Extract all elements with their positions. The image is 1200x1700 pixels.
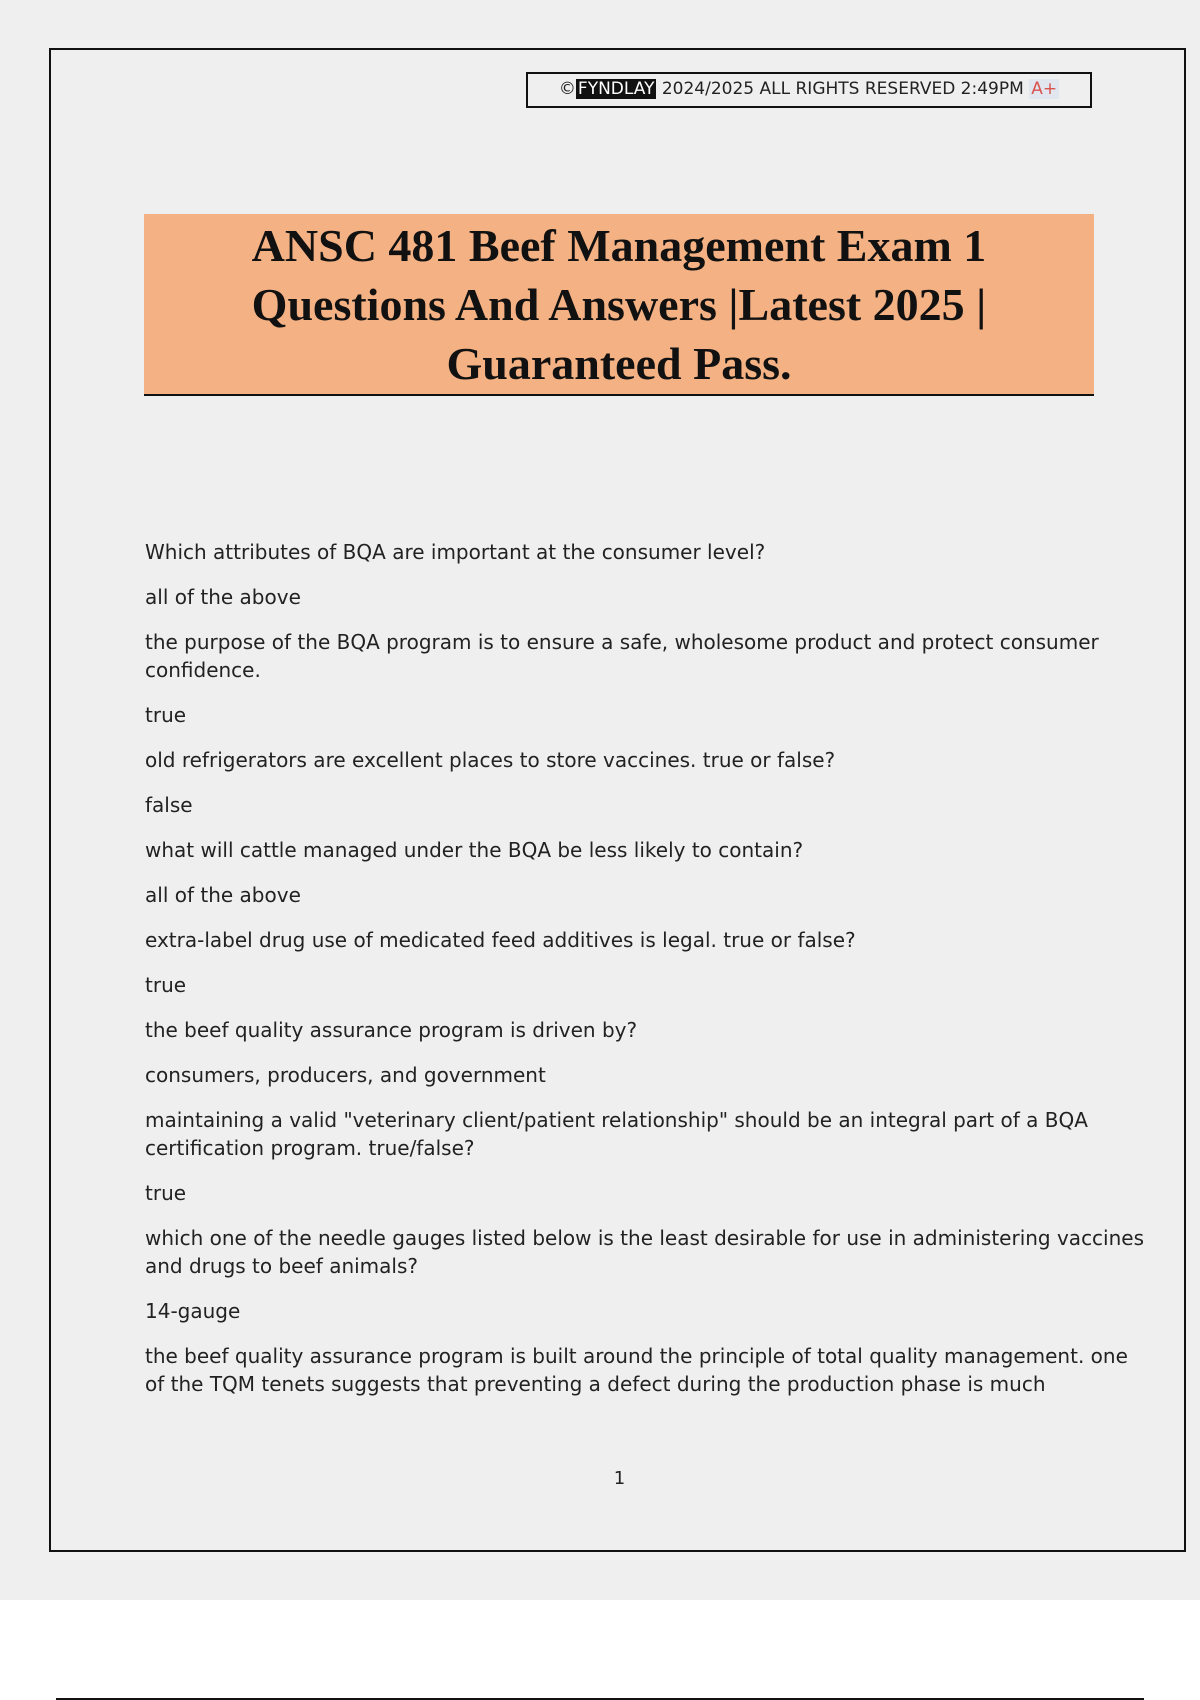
page-number: 1 [613,1468,626,1489]
copyright-text: 2024/2025 ALL RIGHTS RESERVED 2:49PM [656,79,1030,99]
question: extra-label drug use of medicated feed additives is legal. true or false? [145,928,856,952]
answer: true [145,1181,187,1205]
copyright-symbol: © [558,79,576,99]
brand-name: FYNDLAY [577,79,655,99]
qa-list [145,538,1145,1415]
question: maintaining a valid "veterinary client/patient relationship" should be an integral part of a BQA certification program. true/false? [145,1108,1088,1160]
answer: consumers, producers, and government [145,1063,546,1087]
question: the beef quality assurance program is built around the principle of total quality management. one of the TQM tenets suggests that preventing a defect during the production phase is much [145,1344,1128,1396]
question: what will cattle managed under the BQA be less likely to contain? [145,838,804,862]
grade-badge: A+ [1031,79,1058,99]
answer: true [145,973,187,997]
document-page [49,48,1186,1552]
question: old refrigerators are excellent places to store vaccines. true or false? [145,748,836,772]
copyright-header [526,72,1092,108]
answer: all of the above [145,585,301,609]
title-line-3: Guaranteed Pass. [446,338,792,389]
answer: true [145,703,187,727]
question: the beef quality assurance program is driven by? [145,1018,638,1042]
question: which one of the needle gauges listed below is the least desirable for use in administering vaccines and drugs to beef animals? [145,1226,1145,1278]
document-title [144,214,1094,396]
title-line-1: ANSC 481 Beef Management Exam 1 [251,220,987,271]
question: Which attributes of BQA are important at the consumer level? [145,540,766,564]
answer: false [145,793,193,817]
answer: all of the above [145,883,301,907]
answer: 14-gauge [145,1299,241,1323]
question: the purpose of the BQA program is to ensure a safe, wholesome product and protect consumer confidence. [145,630,1099,682]
title-line-2: Questions And Answers |Latest 2025 | [251,279,987,330]
